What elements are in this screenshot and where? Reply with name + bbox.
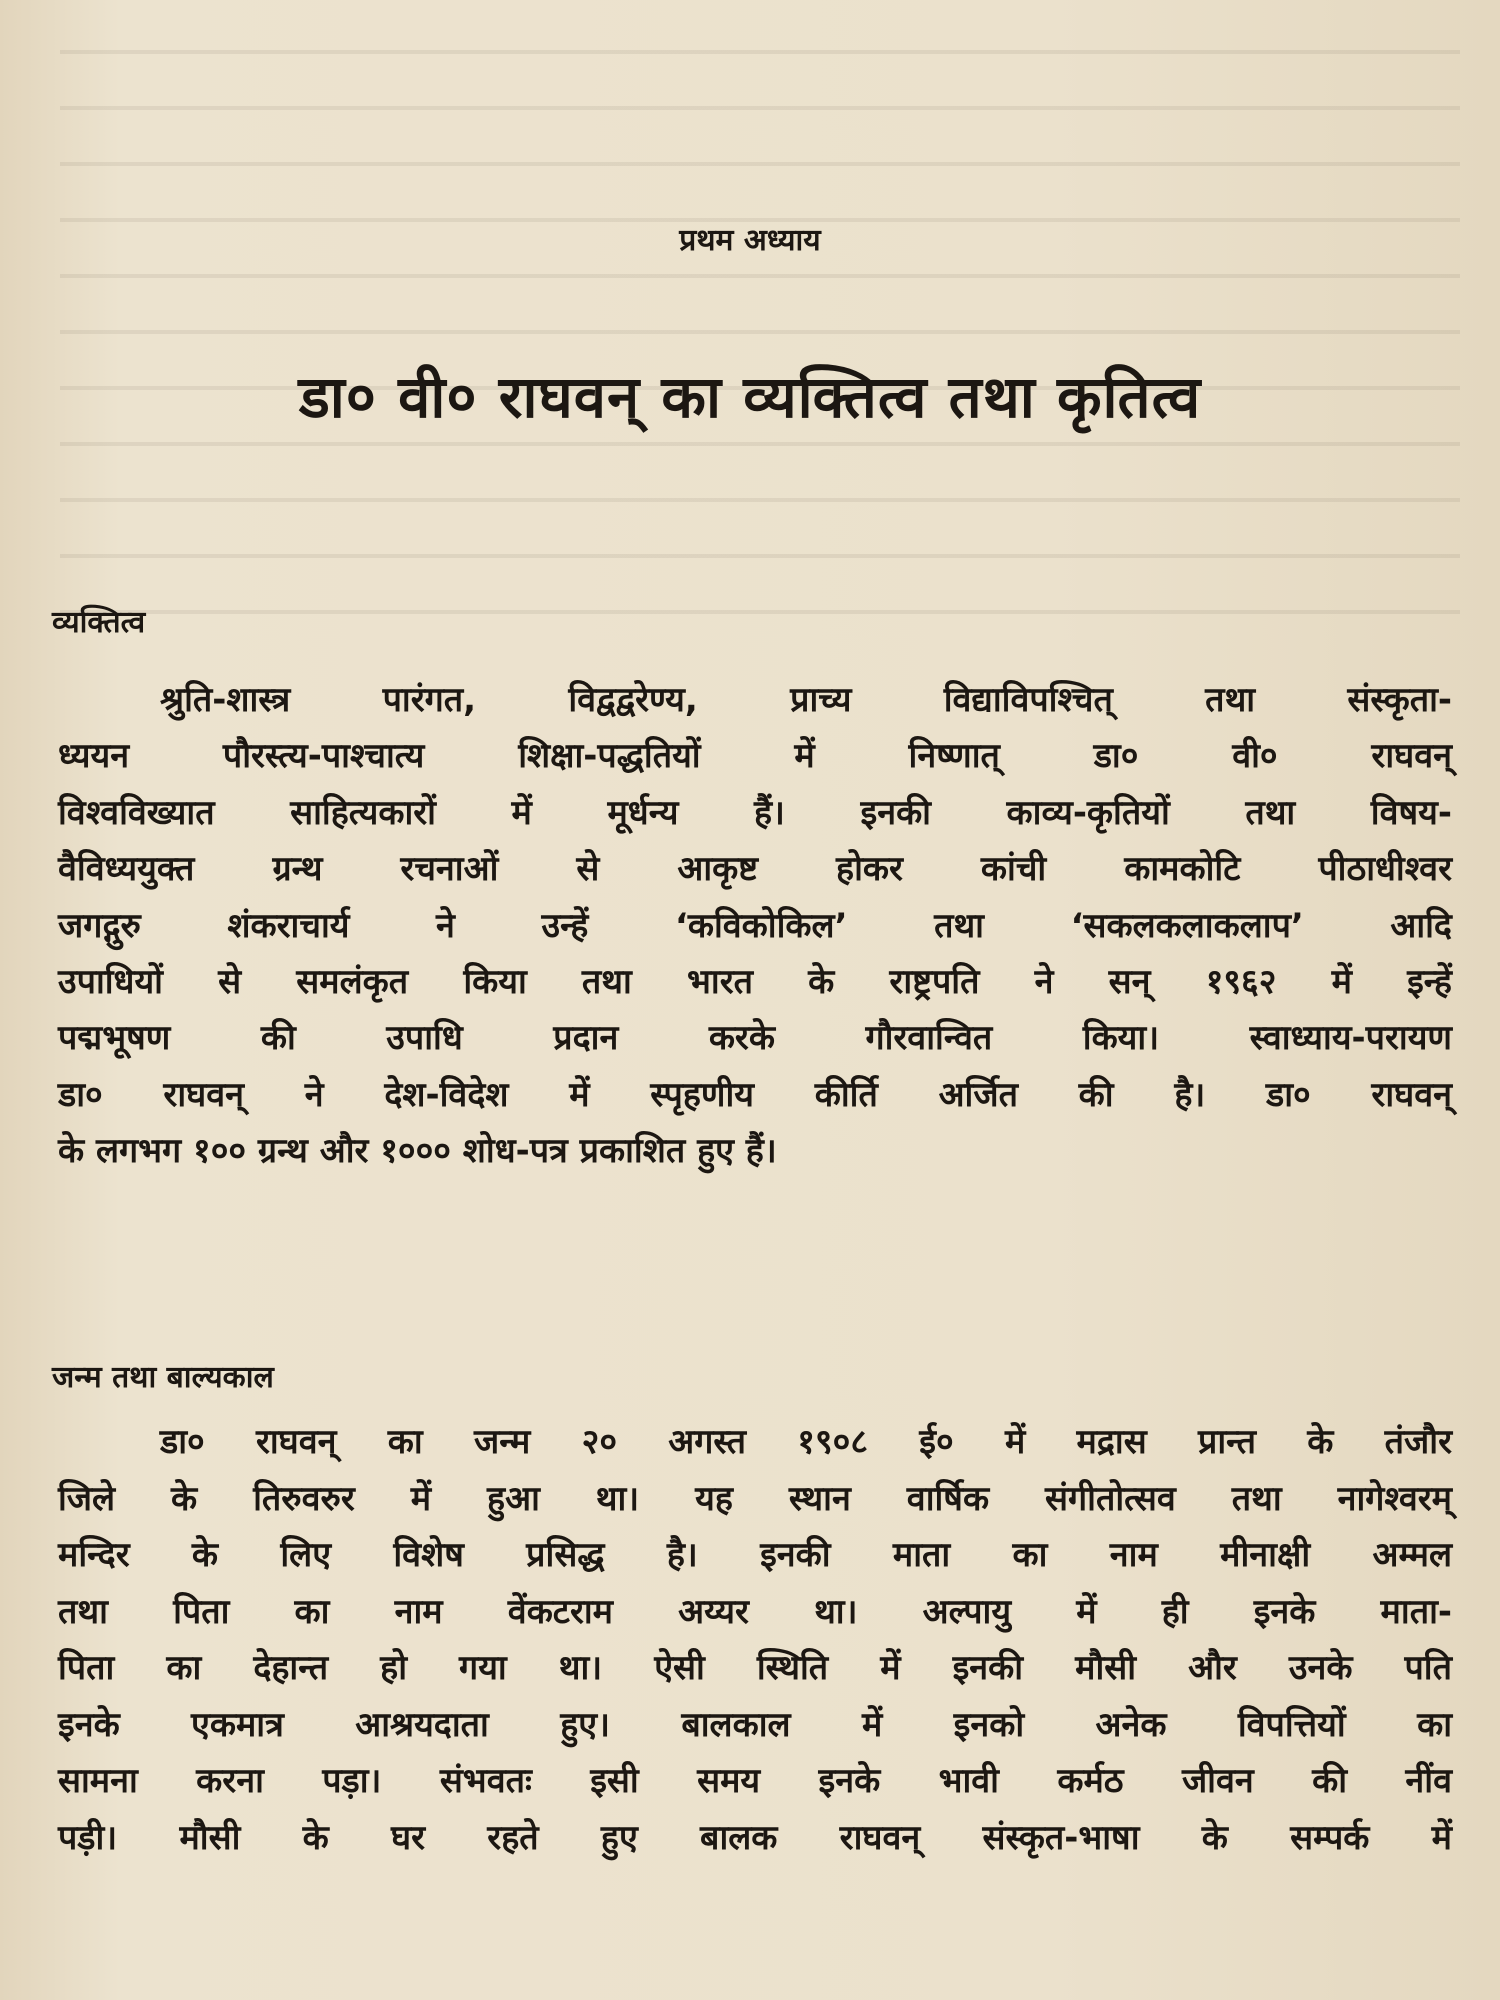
chapter-title: डा० वी० राघवन् का व्यक्तित्व तथा कृतित्व (298, 363, 1202, 431)
paragraph-line: के लगभग १०० ग्रन्थ और १००० शोध-पत्र प्रकाशित हुए हैं। (58, 1131, 777, 1172)
paragraph-line: इनके एकमात्र आश्रयदाता हुए। बालकाल में इनको अनेक विपत्तियों का (58, 1704, 1452, 1745)
paragraph-line: सामना करना पड़ा। संभवतः इसी समय इनके भावी कर्मठ जीवन की नींव (58, 1761, 1452, 1801)
paragraph-line: श्रुति-शास्त्र पारंगत, विद्वद्वरेण्य, प्राच्य विद्याविपश्चित् तथा संस्कृता- (160, 680, 1452, 720)
show-through-text (60, 20, 1460, 620)
paragraph-line: पिता का देहान्त हो गया था। ऐसी स्थिति में इनकी मौसी और उनके पति (58, 1648, 1452, 1688)
paragraph-line: ध्ययन पौरस्त्य-पाश्चात्य शिक्षा-पद्धतियों में निष्णात् डा० वी० राघवन् (58, 736, 1452, 777)
paragraph-line: पड़ी। मौसी के घर रहते हुए बालक राघवन् संस्कृत-भाषा के सम्पर्क में (58, 1817, 1452, 1858)
paragraph-line: जिले के तिरुवरुर में हुआ था। यह स्थान वार्षिक संगीतोत्सव तथा नागेश्वरम् (58, 1478, 1452, 1519)
paragraph-line: पद्मभूषण की उपाधि प्रदान करके गौरवान्वित किया। स्वाध्याय-परायण (58, 1018, 1452, 1059)
paragraph-line: वैविध्ययुक्त ग्रन्थ रचनाओं से आकृष्ट होकर कांची कामकोटि पीठाधीश्वर (58, 849, 1452, 890)
chapter-label: प्रथम अध्याय (679, 223, 821, 258)
paragraph-line: जगद्गुरु शंकराचार्य ने उन्हें ‘कविकोकिल’ तथा ‘सकलकलाकलाप’ आदि (58, 905, 1452, 946)
paragraph-line: डा० राघवन् का जन्म २० अगस्त १९०८ ई० में मद्रास प्रान्त के तंजौर (160, 1422, 1452, 1462)
section-heading-birth-childhood: जन्म तथा बाल्यकाल (52, 1360, 274, 1395)
paragraph-line: मन्दिर के लिए विशेष प्रसिद्ध है। इनकी माता का नाम मीनाक्षी अम्मल (58, 1535, 1452, 1575)
paragraph-line: तथा पिता का नाम वेंकटराम अय्यर था। अल्पायु में ही इनके माता- (58, 1591, 1452, 1632)
paragraph-line: विश्वविख्यात साहित्यकारों में मूर्धन्य हैं। इनकी काव्य-कृतियों तथा विषय- (58, 792, 1452, 833)
section-heading-personality: व्यक्तित्व (52, 605, 146, 640)
paragraph-line: उपाधियों से समलंकृत किया तथा भारत के राष्ट्रपति ने सन् १९६२ में इन्हें (58, 962, 1452, 1002)
paragraph-line: डा० राघवन् ने देश-विदेश में स्पृहणीय कीर्ति अर्जित की है। डा० राघवन् (58, 1074, 1452, 1115)
